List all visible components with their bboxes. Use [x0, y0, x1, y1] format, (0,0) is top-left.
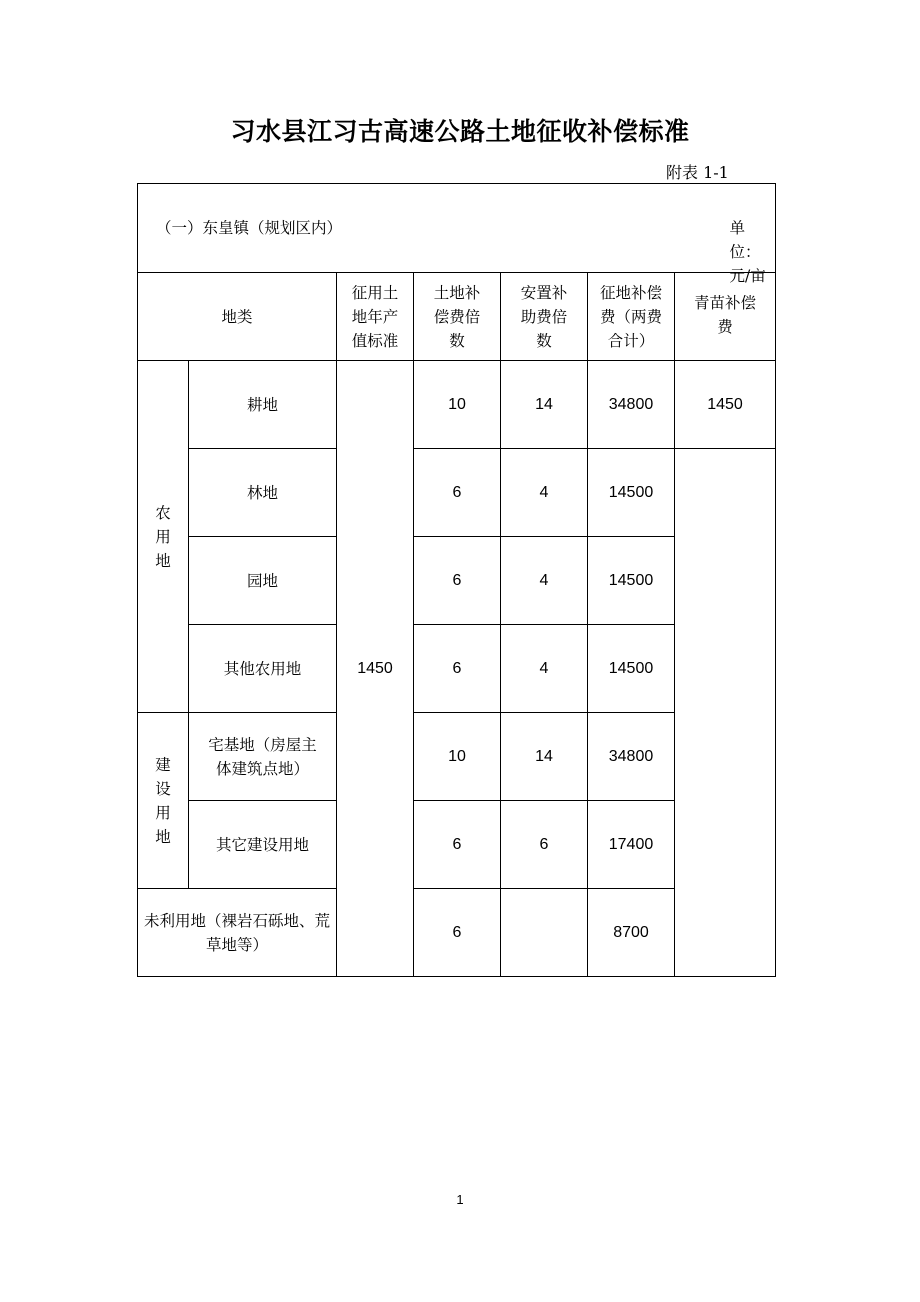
header-resettle-multiple: 安置补助费倍数 — [501, 273, 588, 361]
land-type-cell: 园地 — [189, 537, 337, 625]
land-type-cell: 其它建设用地 — [189, 801, 337, 889]
header-land-comp-multiple: 土地补偿费倍数 — [414, 273, 501, 361]
header-row — [138, 273, 776, 361]
group-agricultural: 农用地 — [138, 361, 189, 713]
total-fee-cell: 34800 — [588, 713, 675, 801]
total-fee-cell: 14500 — [588, 625, 675, 713]
resettle-multiple-cell — [501, 889, 588, 977]
total-fee-cell: 14500 — [588, 449, 675, 537]
total-fee-cell: 14500 — [588, 537, 675, 625]
resettle-multiple-cell: 14 — [501, 361, 588, 449]
table-row — [138, 361, 776, 449]
total-fee-cell: 8700 — [588, 889, 675, 977]
resettle-multiple-cell: 4 — [501, 625, 588, 713]
land-multiple-cell: 6 — [414, 625, 501, 713]
land-multiple-cell: 6 — [414, 449, 501, 537]
section-banner — [138, 184, 776, 285]
resettle-multiple-cell: 4 — [501, 537, 588, 625]
annual-output-cell: 1450 — [337, 361, 414, 977]
land-multiple-cell: 6 — [414, 537, 501, 625]
land-type-cell: 未利用地（裸岩石砾地、荒草地等） — [138, 889, 337, 977]
land-multiple-cell: 6 — [414, 801, 501, 889]
land-multiple-cell: 10 — [414, 361, 501, 449]
land-type-cell: 耕地 — [189, 361, 337, 449]
header-annual-output: 征用土地年产值标准 — [337, 273, 414, 361]
land-multiple-cell: 10 — [414, 713, 501, 801]
header-total-fee: 征地补偿费（两费合计） — [588, 273, 675, 361]
header-land-type: 地类 — [138, 273, 337, 361]
land-multiple-cell: 6 — [414, 889, 501, 977]
land-type-cell: 宅基地（房屋主体建筑点地） — [189, 713, 337, 801]
land-type-cell: 其他农用地 — [189, 625, 337, 713]
crop-comp-empty-cell — [675, 449, 776, 977]
table-row — [138, 449, 776, 537]
resettle-multiple-cell: 6 — [501, 801, 588, 889]
compensation-table — [137, 183, 776, 977]
resettle-multiple-cell: 4 — [501, 449, 588, 537]
resettle-multiple-cell: 14 — [501, 713, 588, 801]
unit-label: 单位：元/亩 — [729, 219, 766, 285]
page-number: 1 — [456, 1192, 464, 1207]
group-construction: 建设用地 — [138, 713, 189, 889]
land-type-cell: 林地 — [189, 449, 337, 537]
appendix-label: 附表 1-1 — [666, 163, 729, 182]
header-crop-comp: 青苗补偿费 — [675, 273, 776, 361]
section-title: （一）东皇镇（规划区内） — [156, 219, 343, 237]
document-title: 习水县江习古高速公路土地征收补偿标准 — [230, 117, 690, 146]
crop-comp-cell: 1450 — [675, 361, 776, 449]
total-fee-cell: 17400 — [588, 801, 675, 889]
total-fee-cell: 34800 — [588, 361, 675, 449]
